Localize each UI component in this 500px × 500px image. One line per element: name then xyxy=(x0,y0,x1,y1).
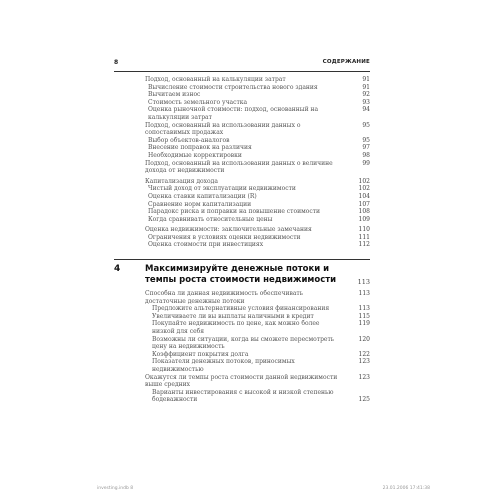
toc-entry xyxy=(114,226,370,234)
toc-entry xyxy=(114,374,370,389)
toc-entry xyxy=(114,160,370,175)
toc-entry-text: Вычисление стоимости строительства нового здания xyxy=(148,83,318,91)
toc-entry-text: Чистый доход от эксплуатации недвижимости xyxy=(148,185,296,193)
toc-entry-text: Вычитаем износ xyxy=(148,91,201,99)
toc-entry xyxy=(114,144,370,152)
toc-entry-page: 108 xyxy=(358,208,370,216)
toc-entry xyxy=(114,185,370,193)
toc-entry-text: Варианты инвестирования с высокой и низкой степенью xyxy=(152,388,334,396)
toc-entry xyxy=(114,152,370,160)
toc-entry xyxy=(114,290,370,305)
toc-entry xyxy=(114,178,370,186)
toc-entry-page: 122 xyxy=(358,350,370,358)
running-header xyxy=(114,59,370,72)
toc-entry xyxy=(114,305,370,313)
toc-entry xyxy=(114,234,370,242)
table-of-contents xyxy=(114,76,370,404)
toc-entry-text: Капитализация дохода xyxy=(145,177,218,185)
toc-entry-text: Сравнение норм капитализации xyxy=(148,200,252,208)
toc-entry-text: Когда сравнивать относительные цены xyxy=(148,215,273,223)
toc-entry-page: 102 xyxy=(358,177,370,185)
chapter-title: Максимизируйте денежные потоки и темпы роста стоимости недвижимости xyxy=(145,264,337,286)
toc-entry-page: 95 xyxy=(362,121,370,129)
footer-timestamp: 23.01.2006 17:41:38 xyxy=(382,486,430,491)
toc-entry-page: 115 xyxy=(358,312,370,320)
toc-entry-text: Оценка стоимости при инвестициях xyxy=(148,241,264,249)
toc-entry-text: Коэффициент покрытия долга xyxy=(152,350,249,358)
footer-file-name: investing.indb 8 xyxy=(97,486,134,491)
toc-entry-page: 98 xyxy=(362,151,370,159)
toc-entry-page: 95 xyxy=(362,136,370,144)
toc-entry-text: Оценка рыночной стоимости: подход, основанный на калькуляции затрат xyxy=(148,106,319,121)
toc-entry-text: Подход, основанный на использовании данных о сопоставимых продажах xyxy=(145,121,301,137)
toc-entry-text: Оценка недвижимости: заключительные замечания xyxy=(145,226,312,234)
toc-entry-page: 107 xyxy=(358,200,370,208)
toc-entry xyxy=(114,193,370,201)
toc-entry xyxy=(114,336,370,351)
toc-entry xyxy=(114,358,370,373)
toc-entry xyxy=(114,396,370,404)
toc-entry-page: 113 xyxy=(358,305,370,313)
toc-section-before xyxy=(114,76,370,249)
toc-entry-text: Оценка ставки капитализации (R) xyxy=(148,192,257,200)
toc-entry-page: 91 xyxy=(362,76,370,83)
toc-entry-text: Внесение поправок на различия xyxy=(148,144,252,152)
toc-entry-page: 119 xyxy=(358,320,370,328)
toc-entry-page: 110 xyxy=(358,226,370,234)
toc-entry-page: 102 xyxy=(358,185,370,193)
toc-entry-text: Окажутся ли темпы роста стоимости данной недвижимости выше средних xyxy=(145,373,338,389)
toc-entry xyxy=(114,351,370,359)
toc-entry xyxy=(114,137,370,145)
toc-entry-page: 123 xyxy=(358,373,370,381)
toc-entry-text: Ограничения в условиях оценки недвижимости xyxy=(148,233,301,241)
toc-entry-page: 109 xyxy=(358,215,370,223)
toc-entry-text: Стоимость земельного участка xyxy=(148,98,248,106)
toc-entry-page: 123 xyxy=(358,358,370,366)
toc-entry-page: 104 xyxy=(358,192,370,200)
toc-entry xyxy=(114,313,370,321)
toc-entry xyxy=(114,84,370,92)
chapter-number: 4 xyxy=(114,264,121,275)
toc-entry xyxy=(114,99,370,107)
toc-entry-text: Покупайте недвижимость по цене, как можно более низкой для себя xyxy=(152,320,320,336)
toc-entry-page: 94 xyxy=(362,106,370,114)
toc-entry xyxy=(114,241,370,249)
chapter-heading xyxy=(114,259,370,286)
toc-entry xyxy=(114,320,370,335)
toc-entry-text: Возможны ли ситуации, когда вы сможете пересмотреть цену на недвижимость xyxy=(152,335,335,351)
toc-entry-text: Подход, основанный на калькуляции затрат xyxy=(145,76,286,83)
toc-entry-text: Увеличиваете ли вы выплаты наличными в кредит xyxy=(152,312,314,320)
toc-entry-page: 125 xyxy=(358,396,370,404)
toc-entry-page: 99 xyxy=(362,159,370,167)
toc-entry-text: Подход, основанный на использовании данных о величине дохода от недвижимости xyxy=(145,159,333,175)
toc-entry xyxy=(114,122,370,137)
toc-entry xyxy=(114,208,370,216)
toc-entry-text: бодеважности xyxy=(152,396,198,404)
toc-entry-text: Способна ли данная недвижимость обеспечивать достаточные денежные потоки xyxy=(145,290,303,305)
toc-entry-text: Показатели денежных потоков, приносимых недвижимостью xyxy=(152,358,295,373)
toc-entry-page: 93 xyxy=(362,98,370,106)
toc-entry-page: 113 xyxy=(358,290,370,298)
toc-entry-page: 112 xyxy=(358,241,370,249)
page-number: 8 xyxy=(114,59,119,66)
header-title: СОДЕРЖАНИЕ xyxy=(322,59,370,65)
toc-entry xyxy=(114,201,370,209)
toc-entry-text: Необходимые корректировки xyxy=(148,151,242,159)
toc-entry xyxy=(114,389,370,397)
toc-entry-page: 97 xyxy=(362,144,370,152)
toc-entry-text: Парадокс риска и поправки на повышение стоимости xyxy=(148,208,321,216)
toc-section-after xyxy=(114,290,370,404)
toc-entry xyxy=(114,76,370,84)
toc-entry xyxy=(114,106,370,121)
toc-entry-page: 120 xyxy=(358,335,370,343)
toc-entry-text: Выбор объектов-аналогов xyxy=(148,136,230,144)
toc-entry xyxy=(114,91,370,99)
toc-entry-page: 91 xyxy=(362,83,370,91)
toc-entry-page: 92 xyxy=(362,91,370,99)
toc-entry-page: 111 xyxy=(358,233,370,241)
chapter-page: 113 xyxy=(357,278,370,287)
toc-entry xyxy=(114,216,370,224)
toc-entry-text: Предложите альтернативные условия финансирования xyxy=(152,305,330,313)
